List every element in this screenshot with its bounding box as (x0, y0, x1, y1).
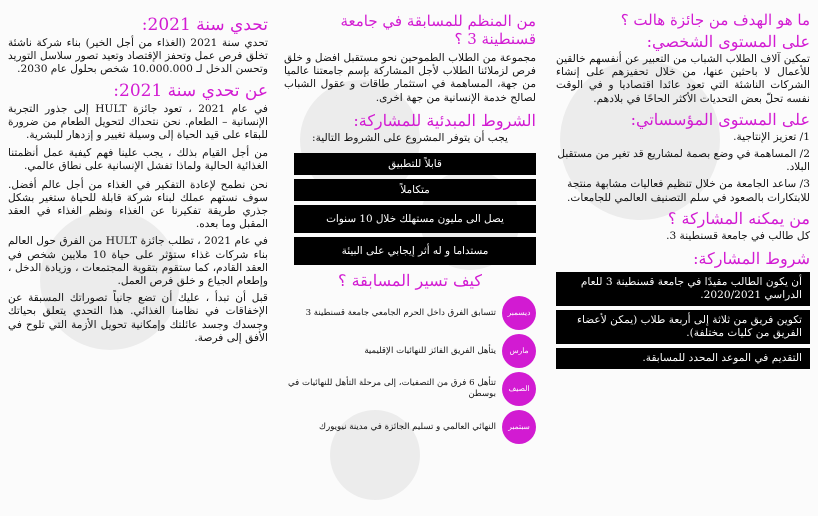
timeline-date-badge: ديسمبر (502, 296, 536, 330)
about-paragraph: نحن نطمح لإعادة التفكير في الغذاء من أجل عالم أفضل. سوف نستهم عملك لبناء شركة قابلة للحياة ستغير بشكل جذري طريقة تفكيرنا عن الغذاء ونظم الغذاء في العقد المقبل وما بعده. (8, 178, 268, 231)
about-challenge-title: عن تحدي سنة 2021: (113, 80, 268, 101)
institutional-level-title: على المستوى المؤسساتي: (630, 109, 810, 129)
who-can-participate-title: من يمكنه المشاركة ؟ (667, 208, 810, 228)
condition-box: التقديم في الموعد المحدد للمسابقة. (556, 348, 810, 369)
list-item: 3/ ساعد الجامعة من خلال تنظيم فعاليات مشابهة منتجة للابتكارات بالصعود في سلم التصنيف العالمي للجامعات. (567, 178, 810, 204)
condition-box: أن يكون الطالب مقيدًا في جامعة قسنطينة 3 للعام الدراسي 2020/2021. (556, 272, 810, 306)
initial-condition-box: يصل الى مليون مستهلك خلال 10 سنوات (294, 205, 536, 233)
about-paragraph: قبل أن تبدأ ، عليك أن تضع جانباً تصوراتك المسبقة عن الإخفاقات في نظامنا الغذائي. هذا التحدي يتعلق بحياتك وجسدك وجسد عائلتك وإمكانية تحويل الأزمة التي تلوح في الأفق إلى فرصة. (8, 292, 268, 344)
personal-level-text: تمكين آلاف الطلاب الشباب من التعبير عن أنفسهم خالقين للأعمال لا باحثين عنها، من خلال تحفيزهم على إنشاء الشركات الناشئة التي تعود عائدا اقتصاديا و في الوقت نفسه تحلّ بعض التحديات الأكثر الحاحًا في بلادهم. (556, 53, 810, 105)
goal-title: ما هو الهدف من جائزة هالت ؟ (620, 11, 810, 29)
timeline-text: يتأهل الفريق الفائز للنهائيات الإقليمية (364, 345, 496, 356)
initial-condition-box: قابلاً للتطبيق (294, 153, 536, 175)
timeline-date-badge: سبتمبر (502, 410, 536, 444)
about-paragraph: من أجل القيام بذلك ، يجب علينا فهم كيفية عمل أنظمتنا الغذائية الحالية ولماذا تفشل الإنسانية على نطاق عالمي. (8, 147, 268, 173)
about-paragraph: في عام 2021 ، تعود جائزة HULT إلى جذور التجربة الإنسانية – الطعام. نحن نتحداك لتحويل الطعام من ضرورة للبقاء على قيد الحياة إلى وسيلة تغيير و إزدهار للبشرية. (8, 102, 269, 142)
challenge-text: تحدي سنة 2021 (الغذاء من أجل الخير) بناء شركة ناشئة تخلق فرص عمل وتحفز الإقتصاد وتعيد تصور سلاسل التوريد وتحسن الدخل لـ 10.000.000 شخص بحلول عام 2030. (8, 37, 268, 76)
condition-box: تكوين فريق من ثلاثة إلى أربعة طلاب (يمكن لأعضاء الفريق من كليات مختلفة). (556, 310, 810, 344)
competition-timeline (284, 296, 536, 444)
initial-conditions-title: الشروط المبدئية للمشاركة: (353, 110, 536, 130)
competition-flow-title: كيف تسير المسابقة ؟ (338, 271, 482, 291)
middle-column (276, 0, 546, 516)
timeline-date-badge: الصيف (502, 372, 536, 406)
timeline-text: النهائي العالمي و تسليم الجائزة في مدينة نيويورك (318, 421, 496, 432)
organizer-text: مجموعة من الطلاب الطموحين نحو مستقبل افضل و خلق فرص لزملائنا الطلاب لأجل المشاركة بإسم جامعتنا عالميا من جهة، المساهمة في استثمار طاقات و عقول الشباب لصالح خدمة الإنسانية من جهة اخرى. (284, 52, 536, 104)
challenge-title: تحدي سنة 2021: (141, 15, 268, 35)
institutional-list (556, 131, 810, 205)
timeline-date-badge: مارس (502, 334, 536, 368)
personal-level-title: على المستوى الشخصي: (646, 32, 810, 51)
timeline-row (284, 410, 536, 444)
who-can-participate-text: كل طالب في جامعة قسنطينة 3. (666, 229, 810, 242)
timeline-row (284, 334, 536, 368)
left-column (0, 0, 276, 516)
participation-conditions-title: شروط المشاركة: (693, 249, 810, 269)
timeline-row (284, 372, 536, 406)
list-item: 1/ تعزيز الإنتاجية. (733, 130, 810, 143)
timeline-row (284, 296, 536, 330)
timeline-text: تتسابق الفرق داخل الحرم الجامعي جامعة قسنطينة 3 (305, 307, 496, 318)
organizer-title: من المنظم للمسابقة في جامعة قسنطينة 3 ؟ (340, 12, 536, 48)
right-column (546, 0, 818, 516)
initial-conditions-text: يجب أن يتوفر المشروع على الشروط التالية: (312, 131, 508, 144)
initial-condition-box: متكاملاً (294, 179, 536, 201)
timeline-text: تتأهل 6 فرق من التصفيات، إلى مرحلة التأهل للنهائيات في بوسطن (288, 378, 496, 400)
list-item: 2/ المساهمة في وضع بصمة لمشاريع قد تغير من مستقبل البلاد. (557, 148, 810, 174)
about-paragraph: في عام 2021 ، تطلب جائزة HULT من الفرق حول العالم بناء شركات غذاء ستؤثر على حياة 10 ملايين شخص في العقد القادم، كما ستقوم بتقوية المجتمعات ، وزيادة الدخل ، وإطعام الجياع و خلق فرص العمل. (8, 235, 268, 288)
initial-condition-box: مستداما و له أثر إيجابي على البيئة (294, 237, 536, 265)
